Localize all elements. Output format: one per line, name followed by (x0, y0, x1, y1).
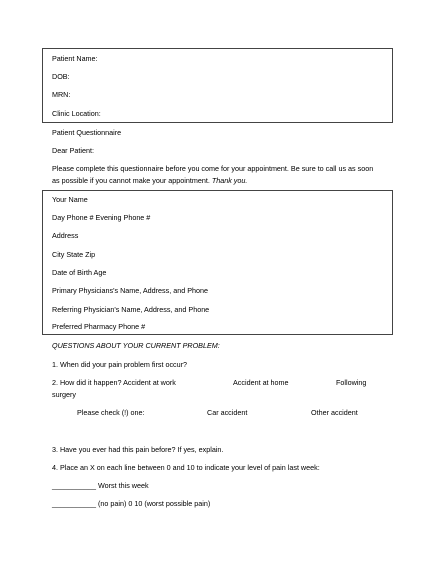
questionnaire-title: Patient Questionnaire (52, 128, 122, 137)
your-name-field[interactable]: Your Name (52, 195, 88, 204)
intro-line-2-text: as possible if you cannot make your appointment. (52, 176, 210, 185)
dob-age-field[interactable]: Date of Birth Age (52, 268, 107, 277)
option-other-accident[interactable]: Other accident (311, 408, 358, 417)
option-accident-at-home[interactable]: Accident at home (233, 378, 289, 387)
questions-heading: QUESTIONS ABOUT YOUR CURRENT PROBLEM: (52, 341, 220, 350)
clinic-location-field[interactable]: Clinic Location: (52, 109, 101, 118)
question-4: 4. Place an X on each line between 0 and 10 to indicate your level of pain last week: (52, 463, 320, 472)
intro-line-1: Please complete this questionnaire before you come for your appointment. Be sure to call us as soon (52, 164, 374, 173)
dob-field[interactable]: DOB: (52, 72, 70, 81)
phone-fields[interactable]: Day Phone # Evening Phone # (52, 213, 151, 222)
question-2: 2. How did it happen? Accident at work (52, 378, 176, 387)
primary-physician-field[interactable]: Primary Physicians's Name, Address, and Phone (52, 286, 208, 295)
greeting: Dear Patient: (52, 146, 94, 155)
question-1: 1. When did your pain problem first occur? (52, 360, 188, 369)
check-one-label: Please check (!) one: (77, 408, 145, 417)
address-field[interactable]: Address (52, 231, 79, 240)
pain-scale-worst-this-week[interactable]: ___________ Worst this week (52, 481, 149, 490)
referring-physician-field[interactable]: Referring Physician's Name, Address, and Phone (52, 305, 210, 314)
mrn-field[interactable]: MRN: (52, 90, 71, 99)
pain-scale-range[interactable]: ___________ (no pain) 0 10 (worst possible pain) (52, 499, 211, 508)
city-state-zip-field[interactable]: City State Zip (52, 250, 96, 259)
option-surgery-wrap: surgery (52, 390, 76, 399)
intro-line-2 (52, 176, 247, 185)
question-3: 3. Have you ever had this pain before? If yes, explain. (52, 445, 224, 454)
option-following-surgery[interactable]: Following (336, 378, 367, 387)
pharmacy-field[interactable]: Preferred Pharmacy Phone # (52, 322, 146, 331)
option-car-accident[interactable]: Car accident (207, 408, 248, 417)
patient-name-field[interactable]: Patient Name: (52, 54, 98, 63)
thank-you: Thank you. (211, 176, 248, 185)
